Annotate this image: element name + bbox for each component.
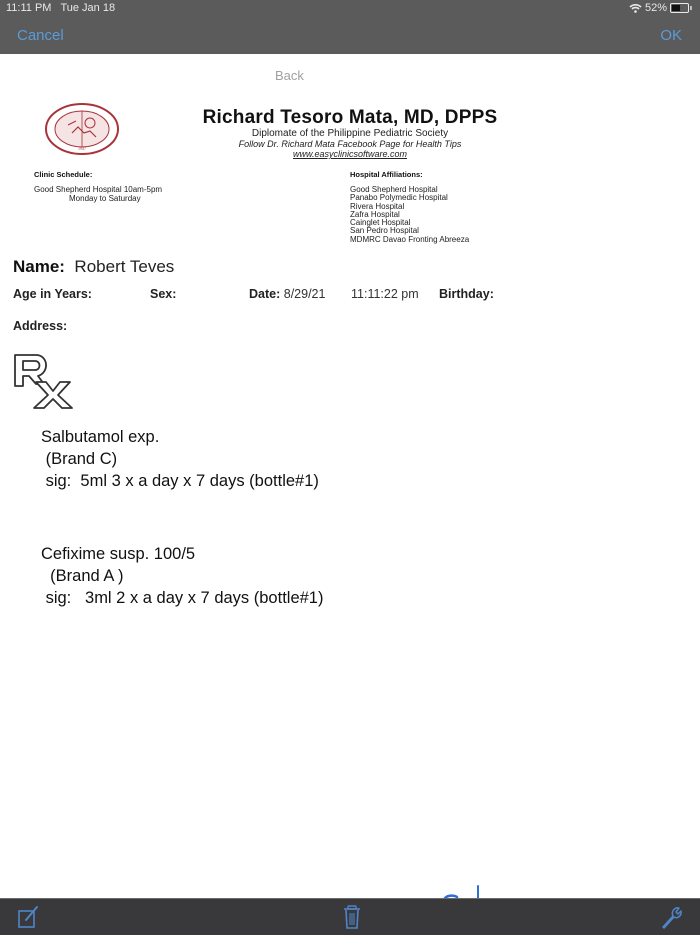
medication-item bbox=[41, 426, 319, 492]
time-value: 11:11:22 pm bbox=[351, 287, 419, 301]
svg-text:1947: 1947 bbox=[78, 146, 86, 151]
clock: 11:11 PM bbox=[6, 2, 52, 14]
status-date: Tue Jan 18 bbox=[60, 2, 116, 14]
wrench-icon[interactable] bbox=[660, 905, 684, 929]
rx-icon bbox=[12, 352, 76, 410]
sex-field bbox=[150, 287, 176, 301]
date-field bbox=[249, 287, 325, 301]
medication-name: Cefixime susp. 100/5 bbox=[41, 545, 196, 563]
cancel-button[interactable]: Cancel bbox=[17, 27, 64, 44]
battery-percent: 52% bbox=[644, 2, 667, 14]
affiliation-item bbox=[350, 186, 469, 244]
status-time bbox=[6, 2, 115, 14]
affiliation-item: Rivera Hospital bbox=[350, 201, 405, 211]
medication-name: Salbutamol exp. bbox=[41, 428, 160, 446]
affiliation-item: MDMRC Davao Fronting Abreeza bbox=[350, 234, 470, 244]
back-link[interactable]: Back bbox=[275, 68, 304, 83]
date-value: 8/29/21 bbox=[283, 287, 326, 301]
clinic-schedule-line: Monday to Saturday bbox=[69, 194, 141, 203]
birthday-field bbox=[439, 287, 494, 301]
affiliation-item: Panabo Polymedic Hospital bbox=[350, 193, 448, 203]
clinic-schedule-line: Good Shepherd Hospital 10am-5pm bbox=[34, 185, 163, 194]
name-label: Name: bbox=[13, 257, 65, 276]
medication-sig: sig: 5ml 3 x a day x 7 days (bottle#1) bbox=[41, 472, 319, 490]
affiliation-item: Cainglet Hospital bbox=[350, 218, 411, 228]
compose-icon[interactable] bbox=[17, 905, 41, 929]
navigation-bar bbox=[0, 0, 700, 54]
medication-item bbox=[41, 543, 323, 609]
birthday-label: Birthday: bbox=[439, 287, 494, 301]
affiliation-item: San Pedro Hospital bbox=[350, 226, 419, 236]
affiliation-item: Good Shepherd Hospital bbox=[350, 185, 438, 194]
website-link: www.easyclinicsoftware.com bbox=[292, 149, 408, 159]
hospital-affiliations-heading: Hospital Affiliations: bbox=[350, 170, 423, 179]
status-indicators bbox=[629, 2, 692, 14]
battery-icon bbox=[670, 3, 689, 13]
medication-brand: (Brand C) bbox=[41, 450, 118, 468]
address-label: Address: bbox=[13, 319, 68, 333]
ok-button[interactable]: OK bbox=[660, 27, 682, 44]
clinic-schedule-heading: Clinic Schedule: bbox=[34, 170, 93, 179]
trash-icon[interactable] bbox=[340, 905, 364, 929]
affiliation-item: Zafra Hospital bbox=[350, 209, 400, 219]
doctor-tagline: Follow Dr. Richard Mata Facebook Page for Health Tips bbox=[238, 139, 462, 149]
sex-label: Sex: bbox=[150, 287, 177, 301]
patient-name-row bbox=[13, 257, 174, 277]
doctor-subtitle: Diplomate of the Philippine Pediatric Society bbox=[251, 128, 449, 139]
medication-sig: sig: 3ml 2 x a day x 7 days (bottle#1) bbox=[41, 589, 324, 607]
society-seal-icon bbox=[44, 103, 120, 155]
doctor-name: Richard Tesoro Mata, MD, DPPS bbox=[202, 107, 498, 128]
wifi-icon bbox=[629, 3, 642, 13]
address-field bbox=[13, 319, 67, 333]
date-label: Date: bbox=[249, 287, 281, 301]
medication-brand: (Brand A ) bbox=[41, 567, 124, 585]
patient-name: Robert Teves bbox=[74, 257, 175, 276]
age-label: Age in Years: bbox=[13, 287, 92, 301]
age-field bbox=[13, 287, 92, 301]
bottom-toolbar bbox=[0, 898, 700, 935]
